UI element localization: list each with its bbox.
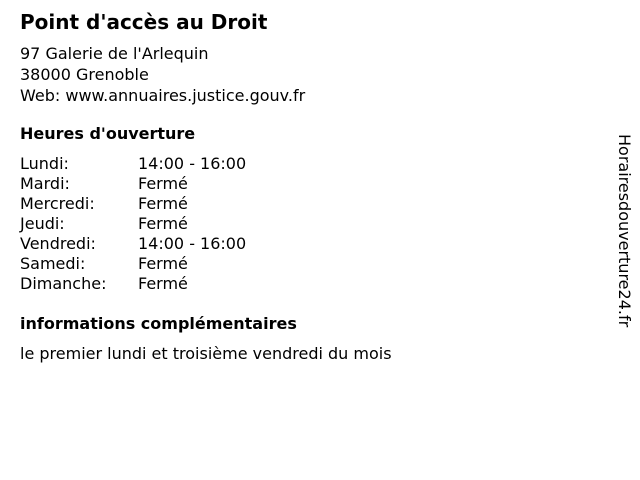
hours-value: 14:00 - 16:00: [138, 154, 247, 173]
additional-info-text: le premier lundi et troisième vendredi du mois: [20, 344, 392, 363]
hours-value: 14:00 - 16:00: [138, 234, 247, 253]
day-label: Vendredi:: [20, 234, 96, 253]
day-label: Jeudi:: [20, 214, 65, 233]
day-label: Dimanche:: [20, 274, 107, 293]
address-city: 38000 Grenoble: [20, 65, 149, 84]
opening-hours-heading: Heures d'ouverture: [20, 124, 196, 143]
hours-value: Fermé: [138, 214, 188, 233]
hours-value: Fermé: [138, 254, 188, 273]
day-label: Mardi:: [20, 174, 70, 193]
day-label: Samedi:: [20, 254, 86, 273]
address-block: [20, 43, 305, 106]
page-title: Point d'accès au Droit: [20, 10, 268, 34]
hours-value: Fermé: [138, 274, 188, 293]
day-label: Lundi:: [20, 154, 69, 173]
day-label: Mercredi:: [20, 194, 95, 213]
brand-watermark: Horairesdouverture24.fr: [615, 134, 634, 328]
address-street: 97 Galerie de l'Arlequin: [20, 44, 209, 63]
hours-value: Fermé: [138, 174, 188, 193]
additional-info-heading: informations complémentaires: [20, 314, 297, 333]
hours-value: Fermé: [138, 194, 188, 213]
website-line: Web: www.annuaires.justice.gouv.fr: [20, 86, 306, 105]
